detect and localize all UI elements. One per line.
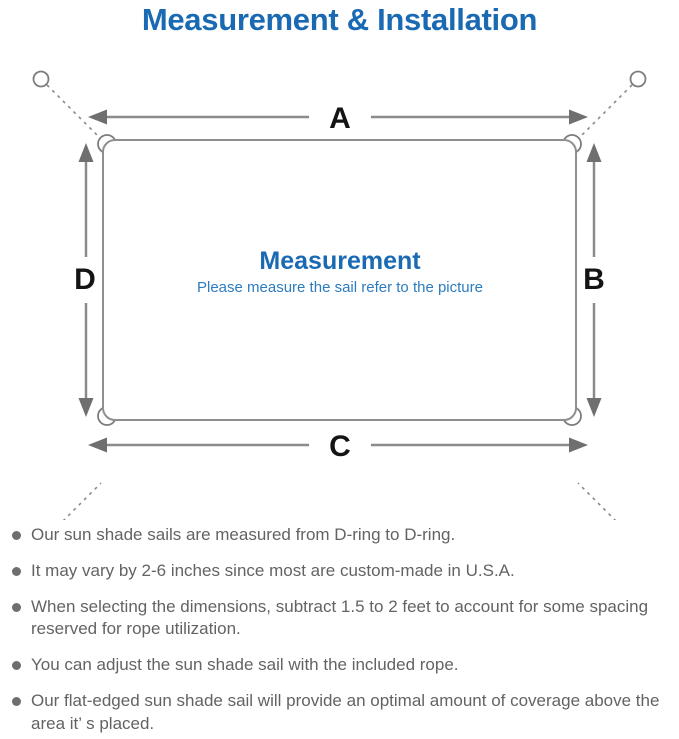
note-text: Our sun shade sails are measured from D-ring to D-ring. xyxy=(31,525,456,544)
note-text: When selecting the dimensions, subtract 1.5 to 2 feet to account for some spacing reserved for rope utilization. xyxy=(31,596,649,639)
rope-line-bottom-right xyxy=(578,483,632,520)
arrowhead-c-left xyxy=(88,438,107,453)
diagram-center-title: Measurement xyxy=(259,247,421,275)
rope-line-bottom-left xyxy=(47,483,101,520)
rope-line-top-right xyxy=(578,85,632,139)
dimension-label-a: A xyxy=(329,102,351,135)
arrowhead-c-right xyxy=(569,438,588,453)
arrowhead-a-right xyxy=(569,110,588,125)
note-text: Our flat-edged sun shade sail will provide an optimal amount of coverage above the area it’ s placed. xyxy=(31,690,660,733)
dimension-label-b: B xyxy=(583,263,605,296)
dimension-label-d: D xyxy=(74,263,96,296)
bullet-dot-icon xyxy=(12,603,21,612)
page-title: Measurement & Installation xyxy=(141,2,538,37)
anchor-point-icon-top-left xyxy=(34,72,49,87)
note-text: It may vary by 2-6 inches since most are custom-made in U.S.A. xyxy=(31,560,515,580)
diagram-center-subtitle: Please measure the sail refer to the picture xyxy=(197,279,483,296)
arrowhead-b-down xyxy=(587,398,602,417)
sail-measurement-diagram xyxy=(0,60,679,520)
arrowhead-b-up xyxy=(587,143,602,162)
notes-list xyxy=(12,524,673,735)
bullet-dot-icon xyxy=(12,661,21,670)
rope-line-top-left xyxy=(47,85,101,139)
dimension-label-c: C xyxy=(329,430,351,463)
list-item xyxy=(12,560,673,583)
anchor-point-icon-top-right xyxy=(631,72,646,87)
bullet-dot-icon xyxy=(12,531,21,540)
list-item xyxy=(12,524,673,547)
bullet-dot-icon xyxy=(12,567,21,576)
arrowhead-d-down xyxy=(79,398,94,417)
arrowhead-a-left xyxy=(88,110,107,125)
note-text: You can adjust the sun shade sail with the included rope. xyxy=(31,655,459,675)
list-item xyxy=(12,596,673,642)
bullet-dot-icon xyxy=(12,697,21,706)
list-item xyxy=(12,690,673,736)
list-item xyxy=(12,654,673,677)
arrowhead-d-up xyxy=(79,143,94,162)
